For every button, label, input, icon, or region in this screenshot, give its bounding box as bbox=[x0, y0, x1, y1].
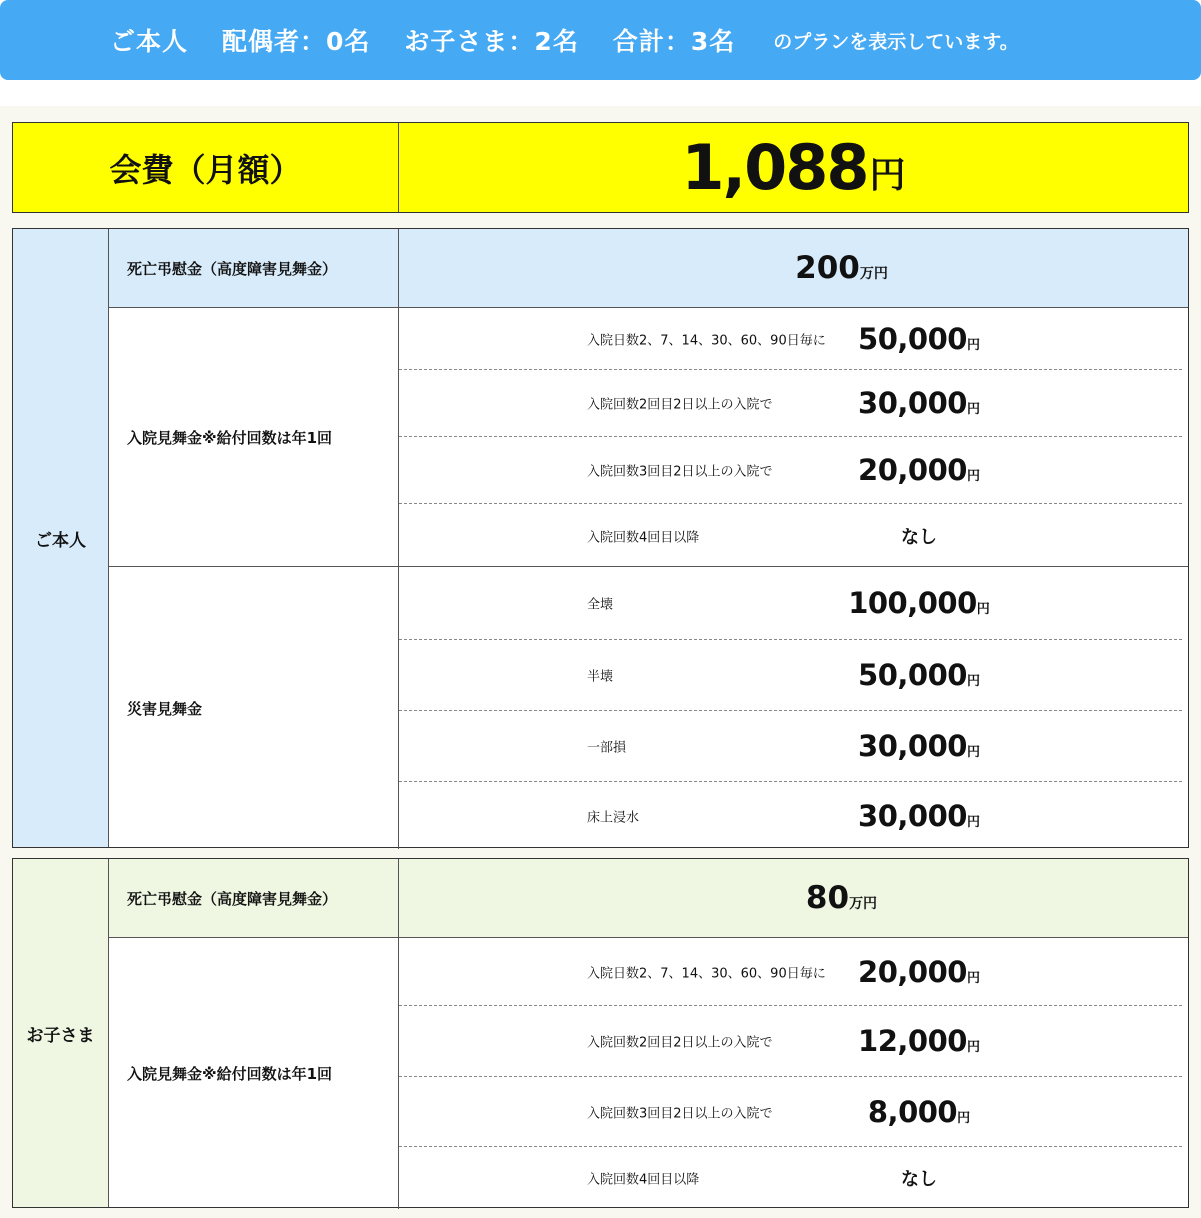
condition-text: 半壊 bbox=[587, 669, 614, 685]
condition-text: 入院回数3回目2日以上の入院で bbox=[587, 464, 773, 480]
child-death-amount: 80 bbox=[805, 880, 850, 916]
self-hospital-row bbox=[109, 308, 1188, 567]
monthly-fee-row bbox=[12, 122, 1189, 213]
banner-self: ご本人 bbox=[110, 27, 189, 56]
amount-unit: 円 bbox=[966, 1040, 980, 1055]
self-hospital-details bbox=[399, 308, 1188, 566]
child-hospital-item bbox=[399, 1147, 1182, 1209]
condition-text: 床上浸水 bbox=[587, 810, 640, 825]
banner-children: お子さま：2名 bbox=[404, 27, 579, 56]
condition-text: 入院回数2回目2日以上の入院で bbox=[587, 397, 773, 413]
child-death-row bbox=[109, 859, 1188, 938]
plan-summary-banner bbox=[0, 0, 1201, 80]
child-death-value bbox=[399, 859, 1188, 937]
amount-number: 30,000 bbox=[858, 798, 967, 833]
self-death-row bbox=[109, 229, 1188, 308]
amount-unit: 円 bbox=[966, 469, 980, 484]
self-hospital-item bbox=[399, 504, 1182, 567]
amount-number: 50,000 bbox=[858, 321, 967, 356]
self-disaster-item bbox=[399, 782, 1182, 849]
fee-unit: 円 bbox=[869, 155, 906, 196]
amount-unit: 円 bbox=[966, 745, 980, 760]
amount-unit: 円 bbox=[966, 402, 980, 417]
child-hospital-row bbox=[109, 938, 1188, 1209]
amount-value bbox=[839, 955, 999, 989]
amount-value bbox=[839, 322, 999, 356]
condition-text: 入院回数3回目2日以上の入院で bbox=[587, 1106, 773, 1121]
amount-value bbox=[839, 523, 999, 549]
amount-number: 20,000 bbox=[858, 453, 967, 487]
self-hospital-item bbox=[399, 370, 1182, 437]
amount-value bbox=[839, 386, 999, 420]
self-disaster-item bbox=[399, 711, 1182, 782]
amount-number: 30,000 bbox=[858, 729, 967, 763]
amount-value bbox=[839, 658, 999, 692]
amount-none: なし bbox=[901, 526, 937, 548]
amount-value bbox=[839, 453, 999, 487]
amount-number: 50,000 bbox=[858, 658, 967, 692]
self-disaster-details bbox=[399, 567, 1188, 849]
child-death-label: 死亡弔慰金（高度障害見舞金） bbox=[109, 859, 399, 937]
fee-label: 会費（月額） bbox=[13, 123, 399, 212]
amount-number: 30,000 bbox=[858, 386, 967, 420]
self-disaster-label: 災害見舞金 bbox=[109, 567, 399, 849]
self-death-label: 死亡弔慰金（高度障害見舞金） bbox=[109, 229, 399, 307]
self-death-amount: 200 bbox=[795, 250, 860, 286]
self-death-value bbox=[399, 229, 1188, 307]
amount-number: 8,000 bbox=[867, 1094, 958, 1129]
condition-text: 入院回数4回目以降 bbox=[587, 1172, 700, 1188]
child-hospital-label: 入院見舞金※給付回数は年1回 bbox=[109, 938, 399, 1209]
self-hospital-item bbox=[399, 308, 1182, 370]
child-hospital-item bbox=[399, 938, 1182, 1006]
self-hospital-label: 入院見舞金※給付回数は年1回 bbox=[109, 308, 399, 566]
fee-amount: 1,088 bbox=[681, 131, 868, 204]
self-disaster-row bbox=[109, 567, 1188, 849]
amount-unit: 円 bbox=[966, 674, 980, 689]
amount-value bbox=[839, 729, 999, 763]
banner-spouse: 配偶者：0名 bbox=[222, 27, 371, 56]
self-disaster-item bbox=[399, 640, 1182, 711]
amount-value bbox=[839, 1165, 999, 1191]
child-hospital-details bbox=[399, 938, 1188, 1209]
child-death-unit: 万円 bbox=[849, 896, 878, 912]
amount-unit: 円 bbox=[976, 602, 990, 617]
child-benefit-table bbox=[12, 858, 1189, 1208]
person-label-child: お子さま bbox=[13, 859, 109, 1207]
condition-text: 一部損 bbox=[587, 740, 627, 756]
condition-text: 入院回数4回目以降 bbox=[587, 530, 700, 545]
condition-text: 全壊 bbox=[587, 597, 614, 613]
amount-none: なし bbox=[901, 1169, 937, 1190]
amount-value bbox=[839, 1024, 999, 1058]
amount-value bbox=[839, 799, 999, 833]
amount-unit: 円 bbox=[966, 970, 980, 986]
self-benefit-table bbox=[12, 228, 1189, 848]
amount-unit: 円 bbox=[966, 814, 980, 830]
amount-unit: 円 bbox=[966, 337, 980, 353]
banner-suffix: のプランを表示しています。 bbox=[773, 30, 1019, 53]
self-death-unit: 万円 bbox=[859, 266, 888, 282]
self-hospital-item bbox=[399, 437, 1182, 504]
banner-total: 合計：3名 bbox=[612, 27, 736, 56]
condition-text: 入院日数2、7、14、30、60、90日毎に bbox=[587, 966, 826, 981]
condition-text: 入院回数2回目2日以上の入院で bbox=[587, 1035, 773, 1051]
amount-value bbox=[839, 1095, 999, 1129]
amount-value bbox=[839, 586, 999, 620]
amount-unit: 円 bbox=[957, 1110, 971, 1126]
self-disaster-item bbox=[399, 567, 1182, 640]
person-label-self: ご本人 bbox=[13, 229, 109, 847]
amount-number: 20,000 bbox=[858, 954, 967, 989]
child-hospital-item bbox=[399, 1077, 1182, 1147]
child-hospital-item bbox=[399, 1006, 1182, 1077]
fee-value bbox=[399, 123, 1188, 212]
condition-text: 入院日数2、7、14、30、60、90日毎に bbox=[587, 333, 826, 348]
amount-number: 100,000 bbox=[848, 586, 977, 620]
amount-number: 12,000 bbox=[858, 1024, 967, 1058]
